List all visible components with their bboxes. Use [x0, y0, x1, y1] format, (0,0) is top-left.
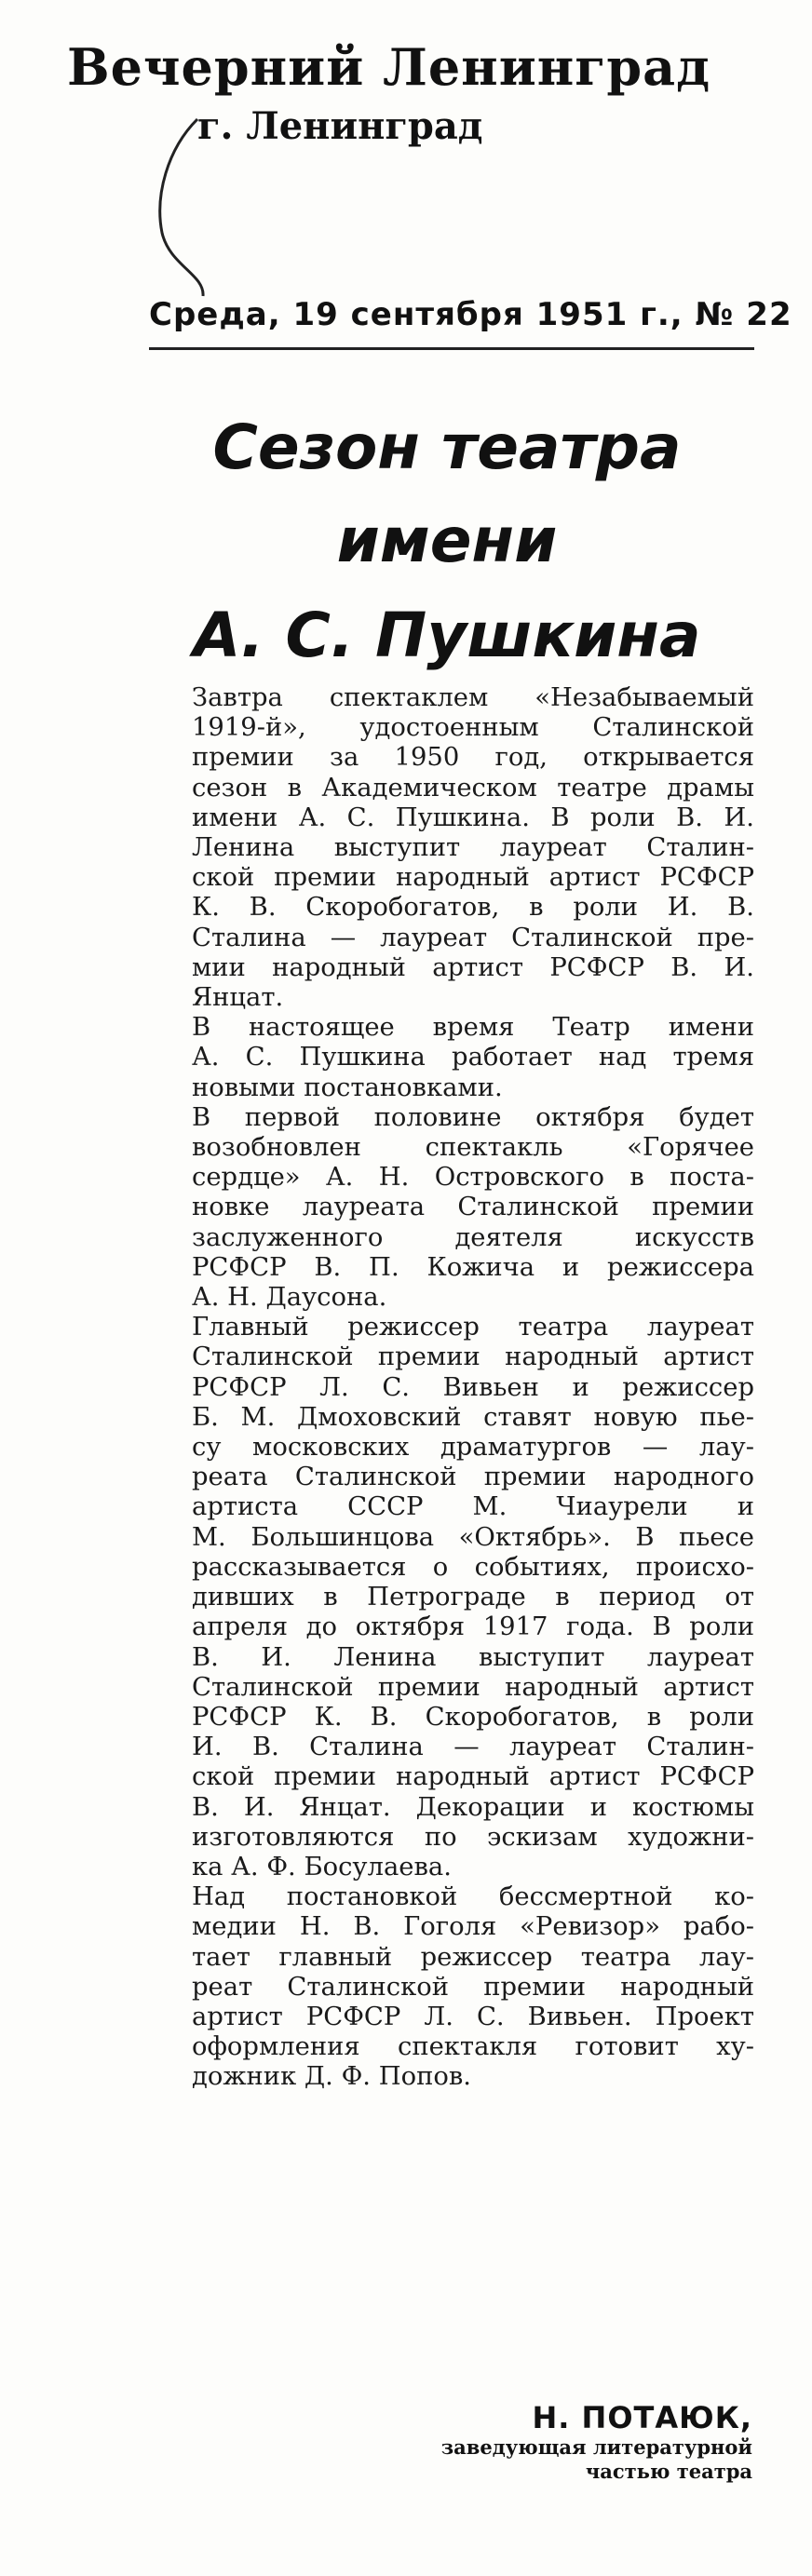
- article-line: премии за 1950 год, открывается: [192, 743, 754, 773]
- article-line: Завтра спектаклем «Незабываемый: [192, 683, 754, 712]
- article-line: реата Сталинской премии народного: [192, 1463, 754, 1492]
- article-line: артист РСФСР Л. С. Вивьен. Проект: [192, 2002, 754, 2031]
- article-line: Янцат.: [192, 983, 284, 1013]
- article-line: ской премии народный артист РСФСР: [192, 863, 754, 893]
- article-line: мии народный артист РСФСР В. И.: [192, 952, 754, 982]
- article-line: В первой половине октября будет: [192, 1102, 754, 1132]
- article-body: [140, 683, 754, 2093]
- article-line: возобновлен спектакль «Горячее: [192, 1133, 754, 1163]
- article-line: А. Н. Даусона.: [192, 1283, 387, 1313]
- article-line: И. В. Сталина — лауреат Сталин-: [192, 1733, 754, 1762]
- article-line: РСФСР К. В. Скоробогатов, в роли: [192, 1702, 754, 1732]
- article-line: А. С. Пушкина работает над тремя: [192, 1043, 754, 1072]
- article-line: Сталинской премии народный артист: [192, 1672, 754, 1702]
- article-line: Над постановкой бессмертной ко-: [192, 1882, 754, 1912]
- article-line: апреля до октября 1917 года. В роли: [192, 1612, 754, 1642]
- article-line: сезон в Академическом театре драмы: [192, 773, 754, 802]
- article-line: Главный режиссер театра лауреат: [192, 1313, 754, 1342]
- newspaper-title: Вечерний Ленинград: [67, 37, 711, 97]
- article-line: новыми постановками.: [192, 1072, 503, 1102]
- article-line: 1919-й», удостоенным Сталинской: [192, 713, 754, 743]
- article-line: изготовляются по эскизам художни-: [192, 1822, 754, 1852]
- headline-line-3: А. С. Пушкина: [193, 600, 701, 671]
- article-line: М. Большинцова «Октябрь». В пьесе: [192, 1522, 754, 1552]
- article-line: оформления спектакля готовит ху-: [192, 2032, 754, 2062]
- article-line: В настоящее время Театр имени: [192, 1013, 754, 1043]
- city-label: г. Ленинград: [197, 104, 483, 148]
- article-line: су московских драматургов — лау-: [192, 1433, 754, 1463]
- article-line: ской премии народный артист РСФСР: [192, 1762, 754, 1792]
- article-line: дивших в Петрограде в период от: [192, 1583, 754, 1612]
- article-line: К. В. Скоробогатов, в роли И. В.: [192, 893, 754, 923]
- handwritten-mark: [149, 112, 223, 298]
- article-paragraph: [140, 1013, 754, 1103]
- article-line: рассказывается о событиях, происхо-: [192, 1552, 754, 1582]
- article-line: РСФСР В. П. Кожича и режиссера: [192, 1252, 754, 1282]
- article-line: сердце» А. Н. Островского в поста-: [192, 1163, 754, 1193]
- article-line: дожник Д. Ф. Попов.: [192, 2062, 471, 2092]
- author-signature: [441, 2400, 752, 2484]
- article-line: реат Сталинской премии народный: [192, 1972, 754, 2002]
- article-line: Ленина выступит лауреат Сталин-: [192, 833, 754, 863]
- article-line: ка А. Ф. Босулаева.: [192, 1852, 452, 1881]
- article-line: РСФСР Л. С. Вивьен и режиссер: [192, 1372, 754, 1402]
- header-rule: [149, 347, 754, 350]
- article-line: новке лауреата Сталинской премии: [192, 1193, 754, 1222]
- article-line: артиста СССР М. Чиаурели и: [192, 1492, 754, 1522]
- article-line: В. И. Янцат. Декорации и костюмы: [192, 1792, 754, 1822]
- article-line: тает главный режиссер театра лау-: [192, 1942, 754, 1972]
- article-line: Сталина — лауреат Сталинской пре-: [192, 923, 754, 952]
- issue-dateline: Среда, 19 сентября 1951 г., № 22: [149, 296, 792, 333]
- headline-line-2: имени: [336, 505, 558, 576]
- article-paragraph: [140, 1313, 754, 1882]
- author-role-line-1: заведующая литературной: [440, 2435, 752, 2459]
- article-paragraph: [140, 1103, 754, 1313]
- article-paragraph: [140, 1882, 754, 2092]
- article-line: имени А. С. Пушкина. В роли В. И.: [192, 802, 754, 832]
- article-line: Б. М. Дмоховский ставят новую пье-: [192, 1402, 754, 1432]
- article-line: заслуженного деятеля искусств: [192, 1222, 754, 1252]
- article-line: В. И. Ленина выступит лауреат: [192, 1642, 754, 1672]
- author-name: Н. ПОТАЮК,: [532, 2400, 752, 2435]
- article-line: медии Н. В. Гоголя «Ревизор» рабо-: [192, 1912, 754, 1942]
- author-role-line-2: частью театра: [585, 2460, 752, 2483]
- headline-line-1: Сезон театра: [212, 411, 682, 483]
- article-line: Сталинской премии народный артист: [192, 1342, 754, 1372]
- article-paragraph: [140, 683, 754, 1013]
